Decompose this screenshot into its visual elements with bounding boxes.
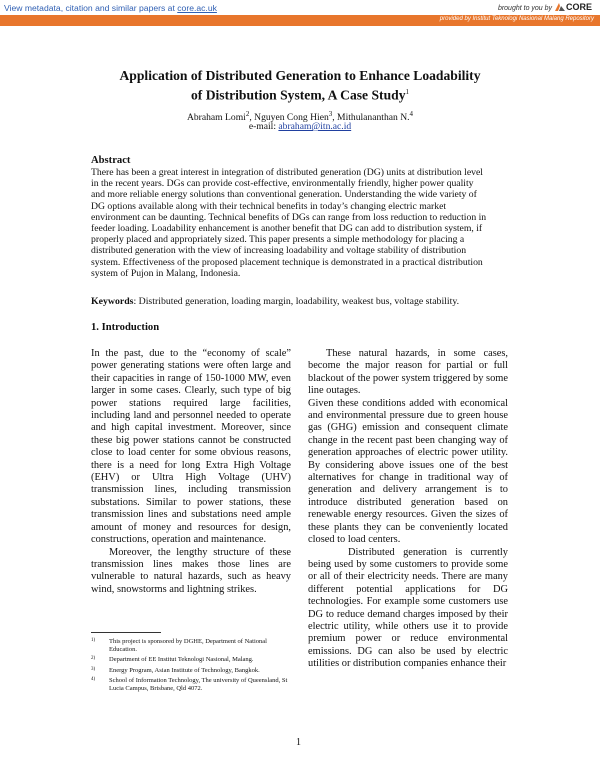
abstract-line: and more reliable energy solutions than conventional generation. Understanding the wide variety of: [91, 189, 477, 201]
abstract-heading: Abstract: [91, 155, 131, 166]
email-link[interactable]: abraham@itn.ac.id: [278, 121, 352, 132]
abstract-line: in the recent years. DGs can provide cost-effective, environmentally friendly, higher power quality: [91, 178, 474, 190]
abstract-line: feeder loading. Loadability enhancement is another benefit that DG can add to distribution system, if: [91, 223, 483, 235]
keywords-text: : Distributed generation, loading margin, loadability, weakest bus, voltage stability.: [133, 296, 460, 307]
section-heading-introduction: 1. Introduction: [91, 322, 160, 333]
footnote-text: Energy Program, Asian Institute of Technology, Bangkok.: [109, 666, 260, 674]
author-name: Abraham Lomi: [186, 112, 246, 124]
footnote-text: School of Information Technology, The university of Queensland, St Lucia Campus, Brisbane, Qld 4072.: [109, 677, 288, 692]
provided-by-banner: [0, 15, 600, 26]
right-column: [308, 348, 508, 671]
paragraph: In the past, due to the “economy of scale” power generating stations were often large and their capacities in range of 150-1000 MW, even larger in some cases. Clearly, such type of big power stations required large facilities, including land and personnel needed to operate and high capital investment. Moreover, since these big power stations cannot be constructed close to load center for some obvious reasons, there is a need for long Extra High Voltage (EHV) or Ultra High Voltage (UHV) transmission lines, including transmission substations. Similar to power stations, these transmission lines and substations need ample amount of money and resources for design, constructions, operation and maintenance.: [91, 348, 291, 546]
abstract-line: There has been a great interest in integration of distributed generation (DG) units at distribution level: [91, 167, 483, 178]
footnote: [91, 677, 291, 692]
footnote-mark: 3): [91, 666, 96, 672]
core-ac-uk-link[interactable]: core.ac.uk: [177, 3, 217, 13]
abstract-line: system. Effectiveness of the proposed placement technique is demonstrated in a practical distribution: [91, 256, 483, 268]
title-footnote-mark: 1: [405, 88, 409, 96]
abstract-line: DG options available along with their technical benefits in today’s changing electric market: [91, 200, 447, 212]
left-column: [91, 348, 291, 596]
footnote: [91, 638, 291, 653]
author-email: [60, 121, 540, 132]
brought-by-core[interactable]: [498, 2, 592, 12]
core-logo-icon: [555, 3, 565, 11]
keywords-label: Keywords: [91, 296, 134, 307]
brought-label: brought to you by: [497, 5, 553, 12]
footnote-mark: 4): [91, 677, 96, 682]
author-mark: 3: [328, 110, 333, 118]
paragraph: Distributed generation is currently being used by some customers to provide some or all of their electricity needs. There are many different potential applications for DG technologies. For example some customers use DG to reduce demand charges imposed by their electric utility, while others use it to provide premium power or reduce environmental emissions. DG can also be used by electric utilities or distribution companies enhance their: [308, 546, 508, 670]
author-list: Abraham Lomi$^2$, Nguyen Cong Hien$^3$, Mithulananthan N.$^4$: [186, 110, 414, 124]
author-mark: 2: [245, 110, 250, 118]
page-number: 1: [296, 737, 301, 748]
abstract-line: environment can be daunting. Technical benefits of DGs can range from loss reduction to reduction in: [91, 211, 487, 223]
footnote-mark: 2): [91, 656, 96, 661]
title-line-2: [60, 84, 540, 104]
footnote: [91, 656, 291, 664]
footnotes: [91, 638, 291, 695]
author-name: Nguyen Cong Hien: [254, 112, 329, 124]
core-wordmark: CORE: [565, 2, 592, 12]
abstract-line: properly placed and appropriately sized. This paper presents a simple methodology for placing a: [91, 234, 465, 246]
view-metadata-label: View metadata, citation and similar papers at: [4, 3, 178, 13]
view-metadata-text: [4, 3, 217, 13]
footnote-divider: [91, 632, 161, 633]
email-label: e-mail:: [248, 121, 279, 132]
provided-by-text[interactable]: provided by Institut Teknologi Nasional Malang Repository: [439, 16, 594, 22]
paragraph: These natural hazards, in some cases, become the major reason for partial or full blackout of the power system triggered by some line outages.: [308, 348, 508, 397]
keywords: [91, 296, 459, 307]
footnote-text: This project is sponsored by DGHE, Department of National Education.: [109, 638, 267, 653]
author-mark: 4: [409, 110, 414, 118]
author-name: Mithulananthan N.: [337, 112, 410, 124]
paragraph: Moreover, the lengthy structure of these transmission lines makes those lines are vulnerable to natural hazards, such as heavy wind, snowstorms and lightning strikes.: [91, 546, 291, 595]
footnote-mark: 1): [91, 638, 96, 643]
footnote: [91, 667, 291, 675]
paper-title: [60, 68, 540, 104]
abstract-line: system of Pujon in Malang, Indonesia.: [91, 267, 241, 279]
paragraph: Given these conditions added with economical and environmental pressure due to green house gas (GHG) emission and consequent climate change in the recent past been changing way of generation approaches of electric power utility. By considering above issues one of the best alternatives for change in traditional way of generation and delivery arrangement is to introduce distributed generation based on renewable energy resources. Given the sizes of these plants they can be conveniently located closed to load centers.: [308, 397, 508, 546]
footnote-text: Department of EE Institut Teknologi Nasional, Malang.: [109, 656, 254, 663]
core-header-bar: [0, 0, 600, 14]
abstract-body: [91, 167, 507, 279]
abstract-line: distributed generation with the view of increasing loadability and voltage stability of distribution: [91, 245, 467, 257]
title-line-2-text: of Distribution System, A Case Study: [190, 87, 406, 103]
title-line-1: Application of Distributed Generation to Enhance Loadability: [119, 68, 481, 83]
